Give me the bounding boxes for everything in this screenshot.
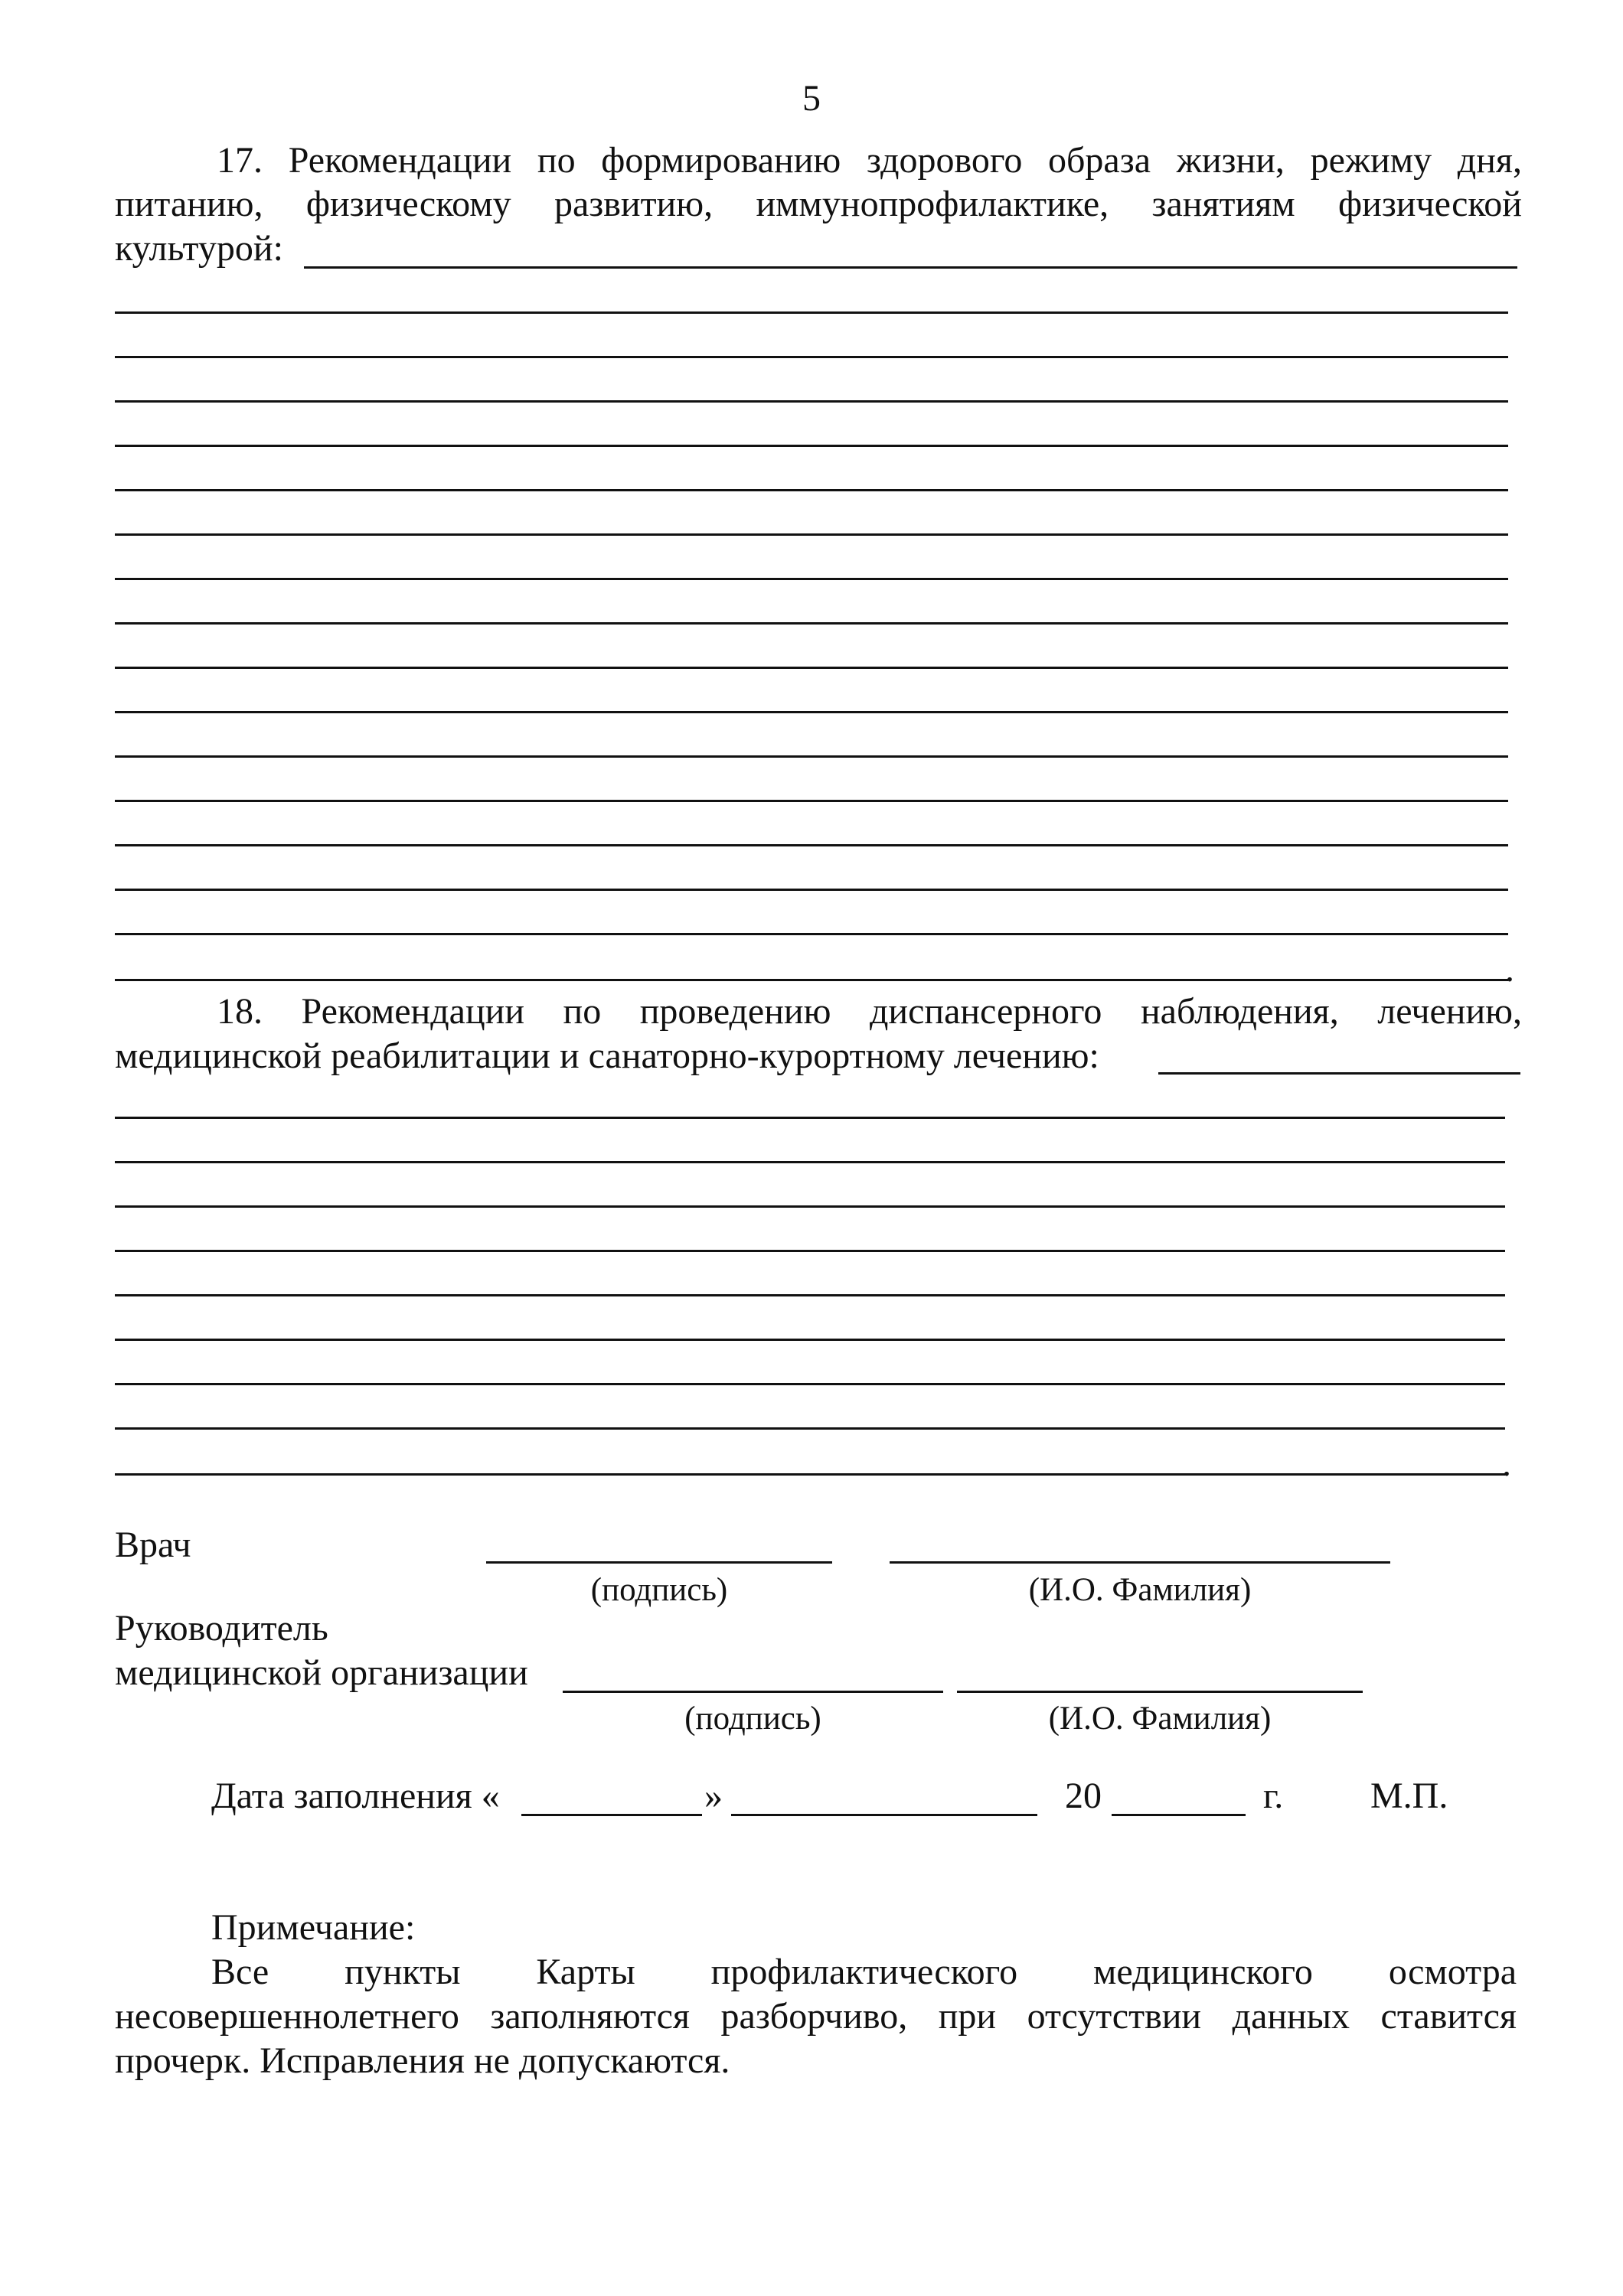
item18-fill-line[interactable] (115, 1117, 1505, 1119)
doctor-name-caption: (И.О. Фамилия) (1028, 1572, 1252, 1608)
item18-line1: 18. Рекомендации по проведению диспансерного наблюдения, лечению, (217, 991, 1522, 1032)
head-label-line2: медицинской организации (115, 1652, 528, 1693)
item17-fill-line[interactable] (115, 311, 1508, 314)
item17-fill-line[interactable] (115, 889, 1508, 891)
item18-end-period: . (1502, 1443, 1511, 1484)
item17-fill-line[interactable] (115, 933, 1508, 935)
head-signature-line[interactable] (563, 1691, 943, 1693)
note-line1: Все пункты Карты профилактического медицинского осмотра (211, 1952, 1517, 1992)
stamp-placeholder: М.П. (1370, 1776, 1448, 1816)
item17-fill-line[interactable] (115, 711, 1508, 713)
date-year-line[interactable] (1112, 1814, 1246, 1816)
item17-line3-label: культурой: (115, 228, 283, 269)
item17-fill-line[interactable] (115, 578, 1508, 580)
date-year-prefix: 20 (1065, 1776, 1102, 1816)
note-line3: прочерк. Исправления не допускаются. (115, 2040, 730, 2081)
doctor-label: Врач (115, 1525, 191, 1565)
item18-line2-label: медицинской реабилитации и санаторно-курортному лечению: (115, 1035, 1099, 1076)
item18-fill-line[interactable] (115, 1161, 1505, 1163)
head-label-line1: Руководитель (115, 1608, 328, 1649)
date-year-suffix: г. (1263, 1776, 1284, 1816)
item18-fill-line[interactable] (115, 1339, 1505, 1341)
item17-end-period: . (1505, 949, 1514, 990)
date-month-line[interactable] (731, 1814, 1037, 1816)
item18-fill-line[interactable] (1158, 1072, 1520, 1075)
doctor-signature-line[interactable] (486, 1561, 832, 1564)
date-label: Дата заполнения « (211, 1776, 500, 1816)
item18-fill-line[interactable] (115, 1473, 1505, 1476)
doctor-name-line[interactable] (890, 1561, 1390, 1564)
doctor-signature-caption: (подпись) (590, 1572, 728, 1608)
item17-fill-line[interactable] (304, 266, 1517, 269)
item17-line2: питанию, физическому развитию, иммунопрофилактике, занятиям физической (115, 184, 1522, 224)
item17-fill-line[interactable] (115, 356, 1508, 358)
item17-fill-line[interactable] (115, 667, 1508, 669)
item17-fill-line[interactable] (115, 400, 1508, 403)
item17-fill-line[interactable] (115, 755, 1508, 758)
item18-fill-line[interactable] (115, 1427, 1505, 1430)
item17-fill-line[interactable] (115, 489, 1508, 491)
date-day-line[interactable] (521, 1814, 702, 1816)
item17-fill-line[interactable] (115, 800, 1508, 802)
item17-line1: 17. Рекомендации по формированию здорового образа жизни, режиму дня, (217, 140, 1522, 181)
note-title: Примечание: (211, 1907, 416, 1948)
item18-fill-line[interactable] (115, 1205, 1505, 1208)
item17-fill-line[interactable] (115, 533, 1508, 536)
head-signature-caption: (подпись) (684, 1701, 821, 1737)
page-number: 5 (802, 78, 821, 119)
item17-fill-line[interactable] (115, 844, 1508, 846)
item17-fill-line[interactable] (115, 622, 1508, 625)
head-name-caption: (И.О. Фамилия) (1048, 1701, 1272, 1737)
item18-fill-line[interactable] (115, 1383, 1505, 1385)
item18-fill-line[interactable] (115, 1294, 1505, 1296)
item18-fill-line[interactable] (115, 1250, 1505, 1252)
item17-fill-line[interactable] (115, 445, 1508, 447)
head-name-line[interactable] (957, 1691, 1363, 1693)
item17-fill-line[interactable] (115, 979, 1508, 981)
note-line2: несовершеннолетнего заполняются разборчиво, при отсутствии данных ставится (115, 1996, 1517, 2037)
date-close-quote: » (704, 1776, 723, 1816)
